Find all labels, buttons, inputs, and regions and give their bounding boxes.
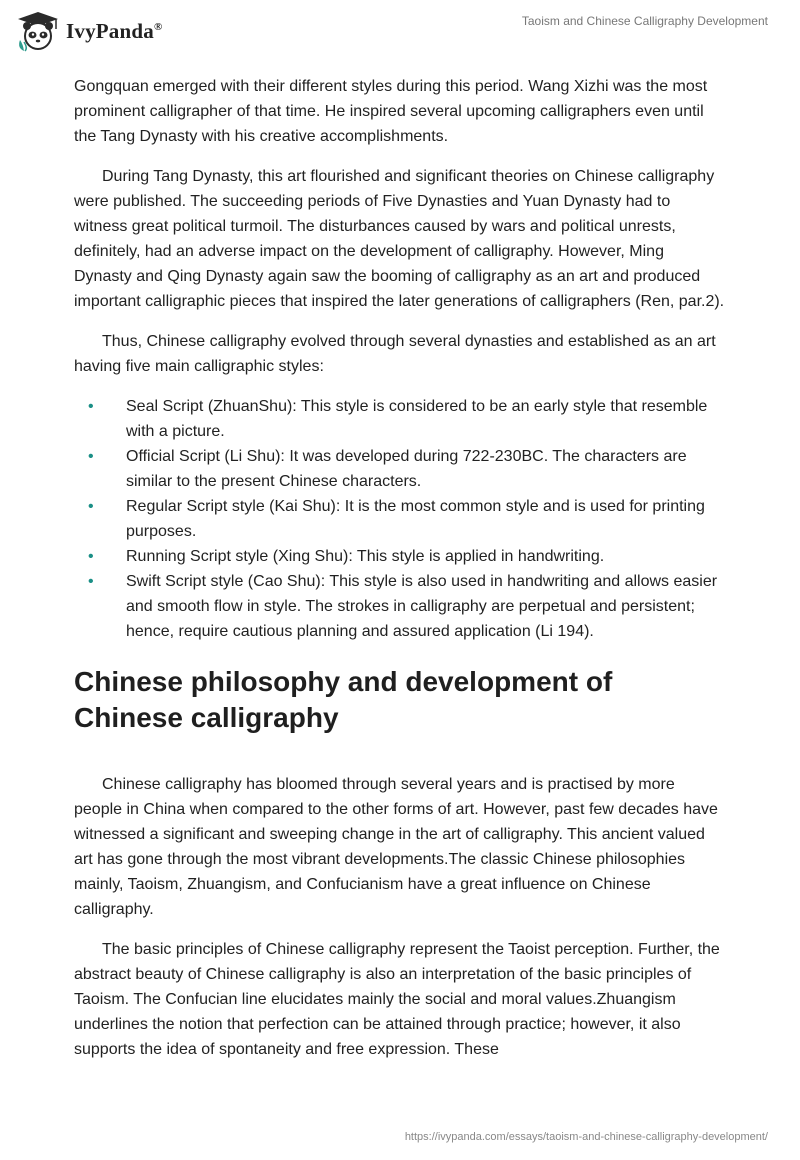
calligraphy-styles-list <box>74 394 726 644</box>
bullet-dot-icon: • <box>88 398 94 415</box>
ivypanda-logo[interactable] <box>14 10 162 52</box>
bullet-dot-icon: • <box>88 573 94 590</box>
paragraph: During Tang Dynasty, this art flourished and significant theories on Chinese calligraphy were published. The succeeding periods of Five Dynasties and Yuan Dynasty had to witness great political turmoil. The disturbances caused by wars and political unrests, definitely, had an adverse impact on the development of calligraphy. However, Ming Dynasty and Qing Dynasty again saw the booming of calligraphy as an art and produced important calligraphic pieces that inspired the later generations of calligraphers (Ren, par.2). <box>74 168 725 310</box>
bullet-dot-icon: • <box>88 448 94 465</box>
paragraph: Thus, Chinese calligraphy evolved through several dynasties and established as an art having five main calligraphic styles: <box>74 333 716 375</box>
list-item: • Running Script style (Xing Shu): This style is applied in handwriting. <box>74 544 726 569</box>
brand-name: IvyPanda® <box>66 18 163 43</box>
paragraph: The basic principles of Chinese calligraphy represent the Taoist perception. Further, the abstract beauty of Chinese calligraphy is also an interpretation of the basic principles of Taoism. The Confucian line elucidates mainly the social and moral values.Zhuangism underlines the notion that perfection can be attained through practice; however, it also supports the idea of spontaneity and free expression. These <box>74 941 720 1058</box>
essay-content <box>74 74 726 1077</box>
list-item: • Swift Script style (Cao Shu): This style is also used in handwriting and allows easier and smooth flow in style. The strokes in calligraphy are perpetual and persistent; hence, require cautious planning and assured application (Li 194). <box>74 569 726 644</box>
document-title: Taoism and Chinese Calligraphy Development <box>521 14 768 28</box>
paragraph: Gongquan emerged with their different styles during this period. Wang Xizhi was the most prominent calligrapher of that time. He inspired several upcoming calligraphers even until the Tang Dynasty with his creative accomplishments. <box>74 78 708 145</box>
list-item: • Official Script (Li Shu): It was developed during 722-230BC. The characters are similar to the present Chinese characters. <box>74 444 726 494</box>
section-heading: Chinese philosophy and development of Chinese calligraphy <box>74 666 613 733</box>
list-item: • Regular Script style (Kai Shu): It is the most common style and is used for printing purposes. <box>74 494 726 544</box>
panda-mascot-icon <box>14 10 62 52</box>
footer-url[interactable]: https://ivypanda.com/essays/taoism-and-chinese-calligraphy-development/ <box>404 1131 768 1143</box>
list-item: • Seal Script (ZhuanShu): This style is considered to be an early style that resemble with a picture. <box>74 394 726 444</box>
bullet-dot-icon: • <box>88 498 94 515</box>
page-header <box>0 0 800 62</box>
paragraph: Chinese calligraphy has bloomed through several years and is practised by more people in China when compared to the other forms of art. However, past few decades have witnessed a significant and sweeping change in the art of calligraphy. This ancient valued art has gone through the most vibrant developments.The classic Chinese philosophies mainly, Taoism, Zhuangism, and Confucianism have a great influence on Chinese calligraphy. <box>74 776 718 918</box>
bullet-dot-icon: • <box>88 548 94 565</box>
